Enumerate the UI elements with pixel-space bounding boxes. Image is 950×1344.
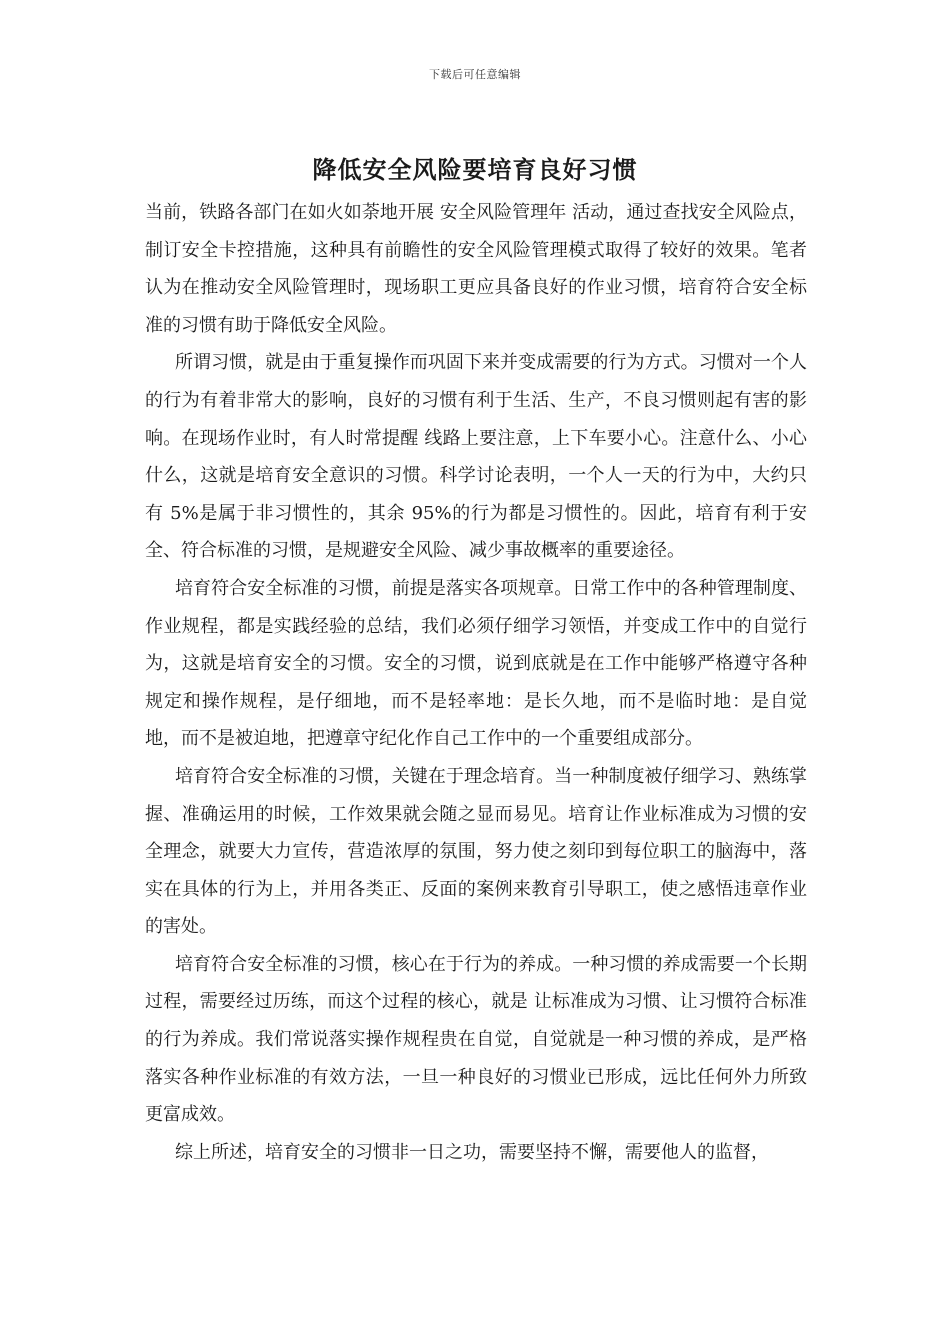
document-title: 降低安全风险要培育良好习惯 [312, 155, 638, 184]
paragraph-2: 所谓习惯，就是由于重复操作而巩固下来并变成需要的行为方式。习惯对一个人的行为有着非常大的影响，良好的习惯有利于生活、生产，不良习惯则起有害的影响。在现场作业时，有人时常提醒 线路上要注意，上下车要小心。注意什么、小心什么，这就是培育安全意识的习惯。科学讨论表明，一个人一天的行为中，大约只有 5%是属于非习惯性的，其余 95%的行为都是习惯性的。因此，培育有利于安全、符合标准的习惯，是规避安全风险、减少事故概率的重要途径。 [145, 352, 807, 562]
paragraph-3: 培育符合安全标准的习惯，前提是落实各项规章。日常工作中的各种管理制度、作业规程，都是实践经验的总结，我们必须仔细学习领悟，并变成工作中的自觉行为，这就是培育安全的习惯。安全的习惯，说到底就是在工作中能够严格遵守各种规定和操作规程，是仔细地，而不是轻率地：是长久地，而不是临时地：是自觉地，而不是被迫地，把遵章守纪化作自己工作中的一个重要组成部分。 [145, 577, 807, 750]
paragraph-6: 综上所述，培育安全的习惯非一日之功，需要坚持不懈，需要他人的监督， [175, 1141, 769, 1163]
document-body [145, 194, 807, 1171]
paragraph-1: 当前，铁路各部门在如火如荼地开展 安全风险管理年 活动，通过查找安全风险点，制订安全卡控措施，这种具有前瞻性的安全风险管理模式取得了较好的效果。笔者认为在推动安全风险管理时，现场职工更应具备良好的作业习惯，培育符合安全标准的习惯有助于降低安全风险。 [145, 202, 807, 336]
paragraph-4: 培育符合安全标准的习惯，关键在于理念培育。当一种制度被仔细学习、熟练掌握、准确运用的时候，工作效果就会随之显而易见。培育让作业标准成为习惯的安全理念，就要大力宣传，营造浓厚的氛围，努力使之刻印到每位职工的脑海中，落实在具体的行为上，并用各类正、反面的案例来教育引导职工，使之感悟违章作业的害处。 [145, 765, 807, 938]
paragraph-5: 培育符合安全标准的习惯，核心在于行为的养成。一种习惯的养成需要一个长期过程，需要经过历练，而这个过程的核心，就是 让标准成为习惯、让习惯符合标准 的行为养成。我们常说落实操作规程贵在自觉，自觉就是一种习惯的养成，是严格落实各种作业标准的有效方法，一旦一种良好的习惯业已形成，远比任何外力所致更富成效。 [145, 953, 807, 1126]
header-note: 下载后可任意编辑 [429, 68, 521, 81]
